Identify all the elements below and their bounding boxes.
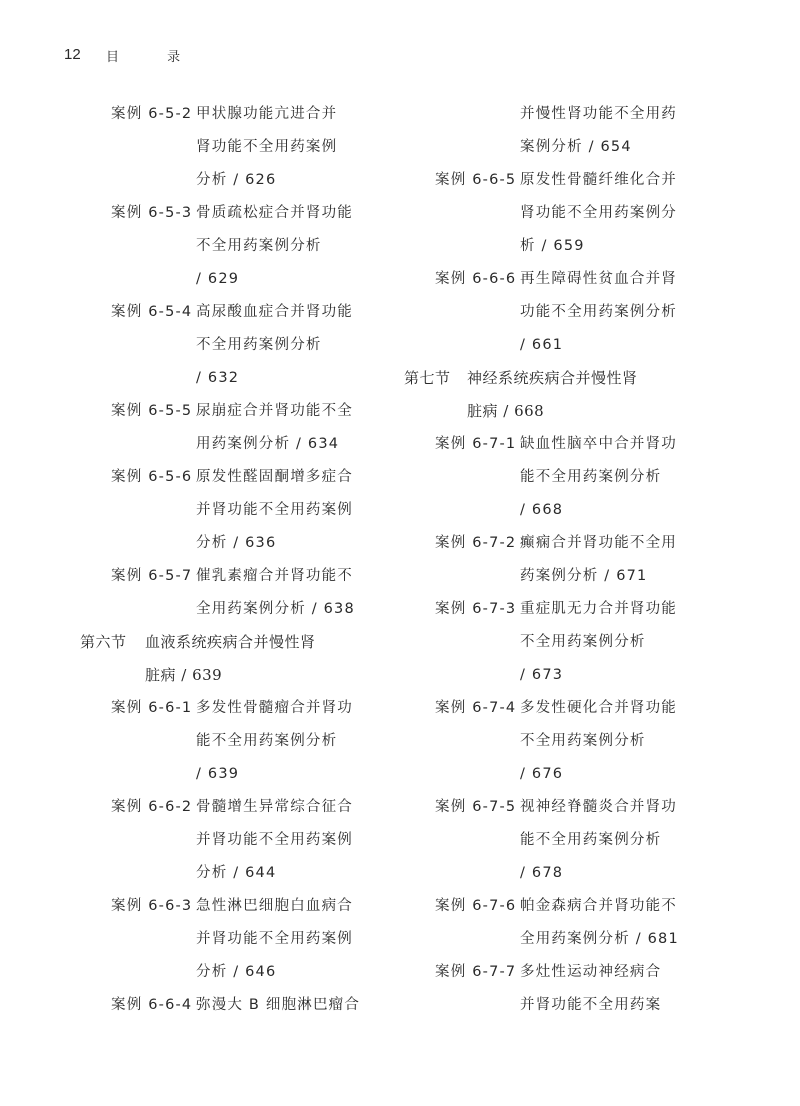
toc-entry-case-label: 案例 6-6-3: [111, 898, 193, 914]
toc-entry-case-label: 案例 6-7-7: [435, 964, 517, 980]
toc-entry-title-line: 肾功能不全用药案例分: [520, 205, 677, 221]
toc-entry-title-line: 分析 / 644: [196, 865, 277, 881]
toc-entry-title-line: 尿崩症合并肾功能不全: [196, 403, 353, 419]
toc-entry-title-line: 原发性骨髓纤维化合并: [520, 172, 677, 188]
toc-entry-title-line: 并肾功能不全用药案: [520, 997, 662, 1013]
toc-entry-title-line: 骨髓增生异常综合征合: [196, 799, 353, 815]
toc-section-title-line: 脏病 / 668: [467, 402, 545, 420]
toc-section-title-line: 血液系统疾病合并慢性肾: [145, 633, 316, 651]
toc-entry-title-line: 并肾功能不全用药案例: [196, 502, 353, 518]
toc-entry-title-line: 不全用药案例分析: [520, 634, 646, 650]
toc-entry-title-line: 高尿酸血症合并肾功能: [196, 304, 353, 320]
toc-entry-case-label: 案例 6-5-5: [111, 403, 193, 419]
toc-entry-title-line: / 668: [520, 502, 564, 518]
toc-entry-title-line: 全用药案例分析 / 638: [196, 601, 355, 617]
toc-entry-title-line: 并肾功能不全用药案例: [196, 931, 353, 947]
toc-entry-title-line: 用药案例分析 / 634: [196, 436, 340, 452]
toc-section-label: 第六节: [80, 633, 127, 651]
toc-entry-title-line: 弥漫大 B 细胞淋巴瘤合: [196, 997, 361, 1013]
toc-entry-title-line: 分析 / 636: [196, 535, 277, 551]
toc-entry-title-line: 分析 / 626: [196, 172, 277, 188]
toc-entry-title-line: / 629: [196, 271, 240, 287]
toc-entry-case-label: 案例 6-6-1: [111, 700, 193, 716]
toc-entry-case-label: 案例 6-5-4: [111, 304, 193, 320]
toc-entry-case-label: 案例 6-5-7: [111, 568, 193, 584]
toc-entry-case-label: 案例 6-6-4: [111, 997, 193, 1013]
toc-entry-title-line: 多灶性运动神经病合: [520, 964, 662, 980]
toc-entry-title-line: 析 / 659: [520, 238, 585, 254]
toc-entry-title-line: 肾功能不全用药案例: [196, 139, 338, 155]
toc-entry-case-label: 案例 6-6-5: [435, 172, 517, 188]
toc-section-title-line: 神经系统疾病合并慢性肾: [467, 369, 638, 387]
toc-entry-title-line: 癫痫合并肾功能不全用: [520, 535, 677, 551]
toc-entry-title-line: / 661: [520, 337, 564, 353]
toc-entry-title-line: 不全用药案例分析: [196, 238, 322, 254]
toc-entry-title-line: 功能不全用药案例分析: [520, 304, 677, 320]
toc-entry-title-line: 不全用药案例分析: [520, 733, 646, 749]
toc-entry-title-line: 并慢性肾功能不全用药: [520, 106, 677, 122]
toc-entry-title-line: 急性淋巴细胞白血病合: [196, 898, 353, 914]
toc-entry-case-label: 案例 6-7-3: [435, 601, 517, 617]
toc-section-title-line: 脏病 / 639: [145, 666, 223, 684]
toc-entry-title-line: 催乳素瘤合并肾功能不: [196, 568, 353, 584]
toc-entry-case-label: 案例 6-5-2: [111, 106, 193, 122]
toc-entry-title-line: 视神经脊髓炎合并肾功: [520, 799, 677, 815]
toc-entry-case-label: 案例 6-7-6: [435, 898, 517, 914]
toc-entry-title-line: 能不全用药案例分析: [196, 733, 338, 749]
toc-entry-title-line: 帕金森病合并肾功能不: [520, 898, 677, 914]
running-title: 目 录: [106, 50, 203, 65]
toc-entry-title-line: 缺血性脑卒中合并肾功: [520, 436, 677, 452]
toc-entry-title-line: 再生障碍性贫血合并肾: [520, 271, 677, 287]
toc-entry-title-line: / 673: [520, 667, 564, 683]
toc-entry-case-label: 案例 6-7-1: [435, 436, 517, 452]
toc-entry-title-line: / 632: [196, 370, 240, 386]
toc-entry-title-line: 甲状腺功能亢进合并: [196, 106, 338, 122]
toc-entry-title-line: / 678: [520, 865, 564, 881]
toc-entry-title-line: 多发性硬化合并肾功能: [520, 700, 677, 716]
toc-entry-title-line: 不全用药案例分析: [196, 337, 322, 353]
toc-entry-case-label: 案例 6-7-5: [435, 799, 517, 815]
toc-entry-title-line: 能不全用药案例分析: [520, 469, 662, 485]
toc-entry-title-line: 药案例分析 / 671: [520, 568, 648, 584]
toc-entry-case-label: 案例 6-5-6: [111, 469, 193, 485]
page-number: 12: [64, 46, 81, 63]
toc-section-label: 第七节: [404, 369, 451, 387]
toc-entry-case-label: 案例 6-6-2: [111, 799, 193, 815]
toc-entry-title-line: 原发性醛固酮增多症合: [196, 469, 353, 485]
toc-entry-case-label: 案例 6-7-4: [435, 700, 517, 716]
toc-entry-title-line: 能不全用药案例分析: [520, 832, 662, 848]
toc-entry-title-line: 全用药案例分析 / 681: [520, 931, 679, 947]
toc-entry-title-line: 骨质疏松症合并肾功能: [196, 205, 353, 221]
toc-entry-title-line: / 676: [520, 766, 564, 782]
toc-entry-case-label: 案例 6-5-3: [111, 205, 193, 221]
toc-entry-case-label: 案例 6-6-6: [435, 271, 517, 287]
toc-entry-title-line: 重症肌无力合并肾功能: [520, 601, 677, 617]
toc-entry-title-line: 案例分析 / 654: [520, 139, 632, 155]
toc-entry-title-line: 并肾功能不全用药案例: [196, 832, 353, 848]
toc-entry-title-line: 分析 / 646: [196, 964, 277, 980]
toc-entry-title-line: / 639: [196, 766, 240, 782]
toc-entry-case-label: 案例 6-7-2: [435, 535, 517, 551]
toc-entry-title-line: 多发性骨髓瘤合并肾功: [196, 700, 353, 716]
